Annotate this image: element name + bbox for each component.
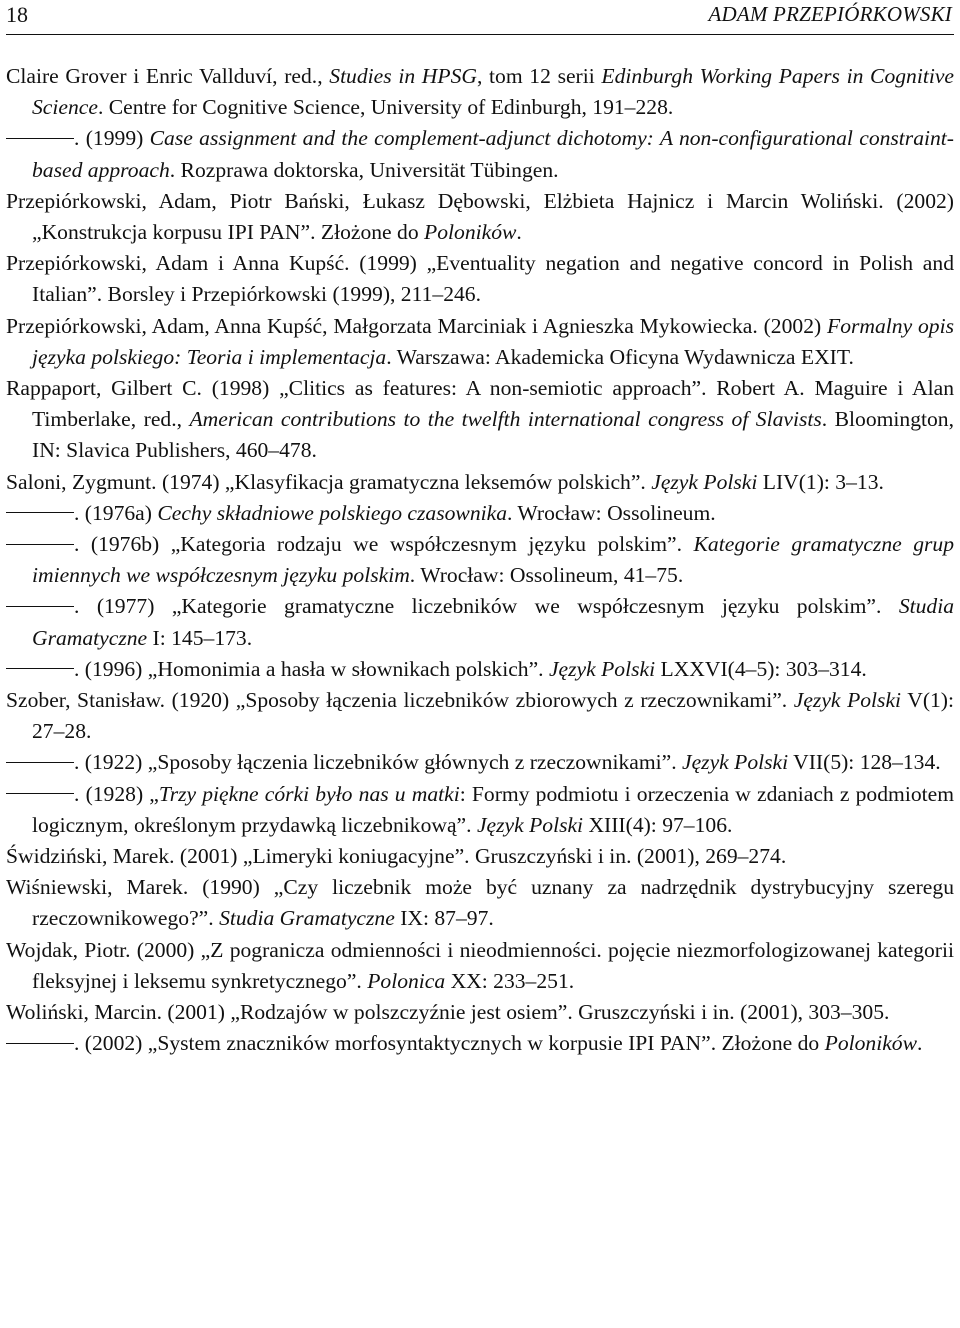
entry-text: . (2002) „System znaczników morfosyntaktycznych w korpusie IPI PAN”. Złożone do [74,1031,825,1056]
entry-text: . (1996) „Homonimia a hasła w słownikach polskich”. [74,656,549,681]
entry-text: . Centre for Cognitive Science, University of Edinburgh, 191–228. [97,95,674,120]
repeated-author-dash [6,138,74,139]
entry-title-italic: Studia Gramatyczne [219,906,395,931]
entry-text: Saloni, Zygmunt. (1974) „Klasyfikacja gramatyczna leksemów polskich”. [6,469,652,494]
entry-text: . Warszawa: Akademicka Oficyna Wydawnicza EXIT. [386,344,854,369]
entry-text: , tom 12 serii [476,64,602,88]
entry-text: I: 145–173. [147,625,253,650]
entry-text: . (1976a) [74,500,158,525]
entry-title-italic: Trzy piękne córki było nas u matki [158,781,460,806]
entry-title-italic: Język Polski [651,469,758,494]
repeated-author-dash [6,793,74,794]
entry-text: LXXVI(4–5): 303–314. [655,656,867,681]
bibliography-entry [6,591,954,653]
entry-text: . (1928) „ [74,781,159,806]
entry-title-italic: Studia Gramatyczne [32,594,954,650]
repeated-author-dash [6,544,74,545]
entry-text: Claire Grover i Enric Vallduví, red., [6,64,330,88]
entry-text: V(1): 27–28. [32,688,954,744]
entry-text: . (1976b) „Kategoria rodzaju we współczesnym języku polskim”. [74,532,694,557]
bibliography-entry [6,997,954,1028]
entry-text: : Formy podmiotu i orzeczenia w zdaniach z podmiotem logicznym, określonym przydawką liczebnikową”. [32,781,954,837]
entry-title-italic: Język Polski [476,812,584,837]
entry-text: Przepiórkowski, Adam, Anna Kupść, Małgorzata Marciniak i Agnieszka Mykowiecka. (2002) [6,313,827,338]
entry-text: Wojdak, Piotr. (2000) „Z pogranicza odmienności i nieodmienności. pojęcie niezmorfologizowanej kategorii fleksyjnej i leksemu synkretycznego”. [6,937,954,993]
running-header [6,0,954,35]
entry-text: Przepiórkowski, Adam, Piotr Bański, Łukasz Dębowski, Elżbieta Hajnicz i Marcin Woliński. (2002) „Konstrukcja korpusu IPI PAN”. Złożone do [6,188,954,245]
bibliography-entry [6,841,954,872]
entry-text: Świdziński, Marek. (2001) „Limeryki koniugacyjne”. Gruszczyński i in. (2001), 269–274. [6,844,787,869]
entry-text: . Bloomington, IN: Slavica Publishers, 460–478. [32,407,955,463]
repeated-author-dash [6,512,74,513]
bibliography-list [6,61,954,1060]
repeated-author-dash [6,668,74,669]
entry-text: . Rozprawa doktorska, Universität Tübingen. [169,157,559,182]
entry-text: . (1977) „Kategorie gramatyczne liczebników we współczesnym języku polskim”. [74,594,899,619]
entry-title-italic: Studies in HPSG [329,64,477,88]
entry-title-italic: Poloników [424,220,517,245]
entry-text: . [917,1031,923,1056]
entry-text: . (1999) [74,126,150,151]
bibliography-entry [6,779,954,841]
repeated-author-dash [6,762,74,763]
entry-text: Przepiórkowski, Adam i Anna Kupść. (1999) „Eventuality negation and negative concord in Polish and Italian”. Borsley i Przepiórkowski (1999), 211–246. [6,251,954,307]
bibliography-entry [6,467,954,498]
entry-text: Szober, Stanisław. (1920) „Sposoby łączenia liczebników zbiorowych z rzeczownikami”. [6,688,794,713]
bibliography-entry [6,311,954,373]
bibliography-entry [6,872,954,934]
entry-text: XX: 233–251. [445,968,575,993]
entry-text: Wiśniewski, Marek. (1990) „Czy liczebnik może być uznany za nadrzędnik dystrybucyjny szeregu rzeczownikowego?”. [6,875,954,931]
entry-title-italic: Język Polski [793,688,902,713]
running-title: ADAM PRZEPIÓRKOWSKI [708,2,952,26]
entry-text: LIV(1): 3–13. [757,469,884,494]
entry-title-italic: Język Polski [548,656,656,681]
entry-title-italic: Kategorie gramatyczne grup imiennych we współczesnym języku polskim [32,532,954,588]
bibliography-entry [6,747,954,778]
entry-text: IX: 87–97. [394,906,494,931]
entry-title-italic: Cechy składniowe polskiego czasownika [157,500,507,525]
entry-text: . [516,220,522,245]
page-number: 18 [6,2,28,27]
repeated-author-dash [6,1043,74,1044]
entry-title-italic: Case assignment and the complement-adjunct dichotomy: A non-configurational constraint-based approach [32,126,954,182]
bibliography-entry [6,123,954,185]
bibliography-entry [6,186,954,248]
bibliography-entry [6,529,954,591]
bibliography-entry [6,61,954,123]
entry-text: VII(5): 128–134. [788,750,941,775]
entry-title-italic: American contributions to the twelfth international congress of Slavists [189,407,822,432]
entry-text: XIII(4): 97–106. [583,812,733,837]
bibliography-entry [6,248,954,310]
bibliography-entry [6,935,954,997]
entry-title-italic: Język Polski [682,750,789,775]
bibliography-entry [6,498,954,529]
entry-title-italic: Poloników [824,1031,917,1056]
entry-text: Rappaport, Gilbert C. (1998) „Clitics as features: A non-semiotic approach”. Robert A. Maguire i Alan Timberlake, red., [6,376,954,432]
bibliography-entry [6,1028,954,1059]
entry-text: . Wrocław: Ossolineum. [507,500,716,525]
bibliography-entry [6,654,954,685]
entry-title-italic: Formalny opis języka polskiego: Teoria i implementacja [32,313,954,369]
repeated-author-dash [6,606,74,607]
entry-text: Woliński, Marcin. (2001) „Rodzajów w polszczyźnie jest osiem”. Gruszczyński i in. (2001), 303–305. [6,1000,890,1025]
bibliography-entry [6,373,954,467]
entry-title-italic: Edinburgh Working Papers in Cognitive Science [32,64,954,120]
bibliography-entry [6,685,954,747]
entry-title-italic: Polonica [367,968,446,993]
entry-text: . Wrocław: Ossolineum, 41–75. [409,563,684,588]
entry-text: . (1922) „Sposoby łączenia liczebników głównych z rzeczownikami”. [74,750,683,775]
